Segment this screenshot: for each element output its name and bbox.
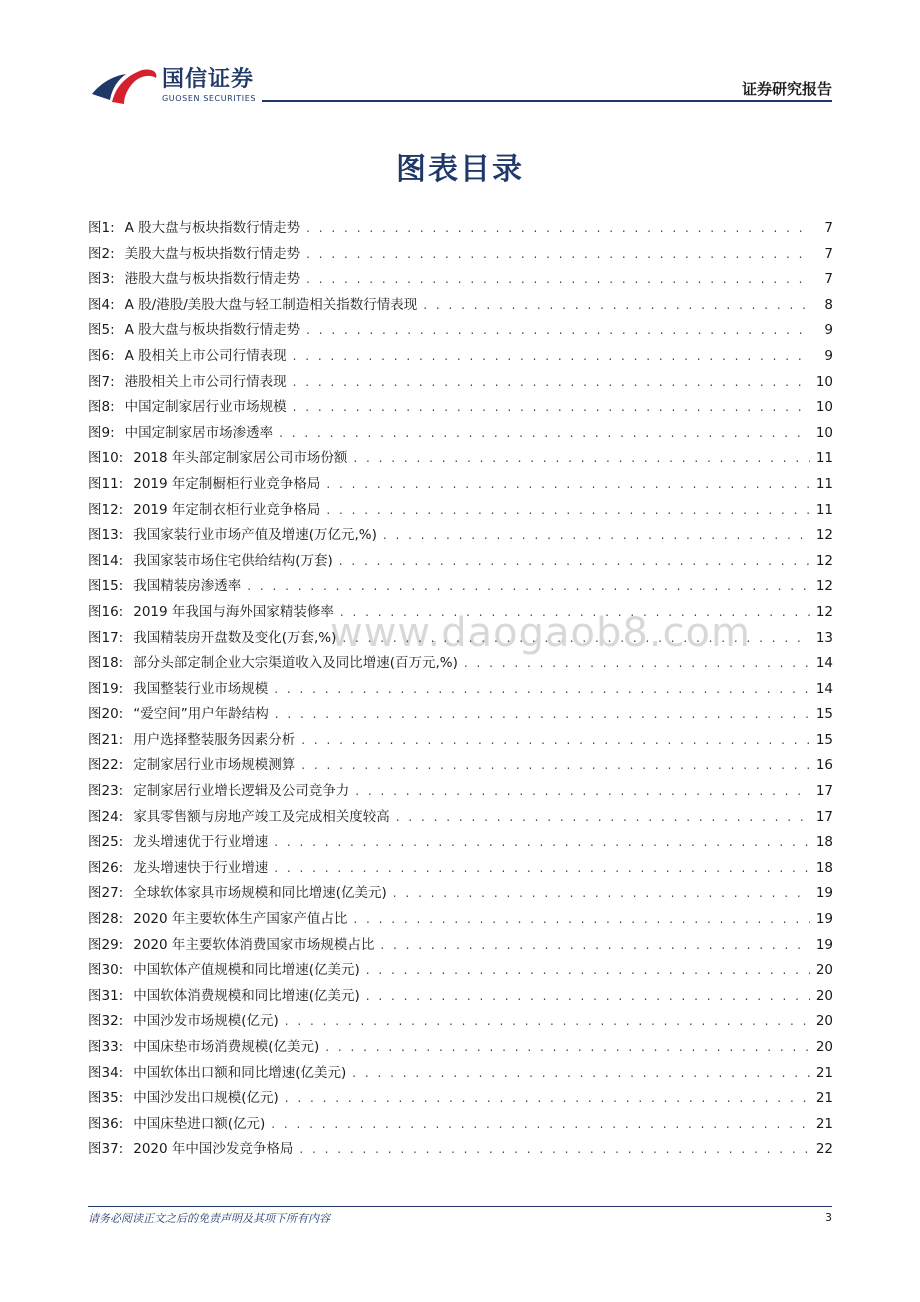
toc-entry[interactable] [88, 677, 833, 703]
toc-entry-label: 图37: [88, 1141, 124, 1158]
toc-entry-label: 图26: [88, 859, 124, 876]
toc-entry-title: 我国精装房渗透率 [133, 578, 242, 595]
toc-entry-title: “爱空间”用户年龄结构 [133, 706, 269, 723]
toc-entry[interactable] [88, 1009, 833, 1035]
toc-entry[interactable] [88, 498, 833, 524]
toc-entry-page: 7 [824, 245, 833, 262]
toc-entry-title: 定制家居行业增长逻辑及公司竞争力 [133, 783, 350, 800]
toc-entry-title: 2020 年主要软体消费国家市场规模占比 [133, 936, 375, 953]
toc-entry-page: 17 [815, 783, 833, 800]
toc-leader-dots [383, 528, 810, 542]
toc-leader-dots [274, 682, 810, 696]
toc-entry-page: 15 [815, 706, 833, 723]
toc-entry[interactable] [88, 984, 833, 1010]
toc-leader-dots [293, 375, 810, 389]
toc-leader-dots [380, 938, 809, 952]
toc-entry-page: 13 [815, 629, 833, 646]
toc-entry-page: 11 [815, 450, 833, 467]
toc-entry-label: 图36: [88, 1115, 124, 1132]
toc-leader-dots [353, 451, 809, 465]
toc-entry[interactable] [88, 318, 833, 344]
toc-entry-title: 中国床垫市场消费规模(亿美元) [133, 1039, 320, 1055]
toc-leader-dots [464, 656, 810, 670]
toc-leader-dots [293, 349, 811, 363]
toc-entry-title: A 股大盘与板块指数行情走势 [124, 220, 301, 236]
toc-entry-label: 图33: [88, 1039, 124, 1055]
toc-leader-dots [293, 400, 810, 414]
toc-entry-label: 图29: [88, 936, 124, 953]
toc-entry-title: 2020 年中国沙发竞争格局 [133, 1141, 294, 1158]
toc-entry-title: 2019 年我国与海外国家精装修率 [133, 603, 334, 620]
toc-entry-label: 图21: [88, 731, 124, 748]
toc-entry[interactable] [88, 881, 833, 907]
toc-entry-label: 图30: [88, 962, 124, 979]
toc-entry[interactable] [88, 753, 833, 779]
toc-entry-label: 图1: [88, 220, 115, 236]
toc-entry-label: 图34: [88, 1064, 124, 1081]
toc-entry-title: 家具零售额与房地产竣工及完成相关度较高 [133, 808, 390, 825]
toc-leader-dots [271, 1117, 810, 1131]
toc-leader-dots [326, 503, 809, 517]
toc-entry-title: A 股相关上市公司行情表现 [124, 347, 287, 364]
toc-entry[interactable] [88, 242, 833, 268]
toc-entry-page: 14 [815, 680, 833, 697]
guosen-logo-icon [90, 66, 160, 106]
toc-leader-dots [274, 861, 810, 875]
toc-entry-title: 中国沙发市场规模(亿元) [133, 1013, 279, 1030]
toc-entry-page: 9 [824, 322, 833, 339]
toc-entry[interactable] [88, 523, 833, 549]
toc-entry[interactable] [88, 907, 833, 933]
toc-entry-title: A 股/港股/美股大盘与轻工制造相关指数行情表现 [124, 296, 418, 313]
toc-leader-dots [306, 323, 811, 337]
toc-entry-page: 10 [815, 399, 833, 416]
toc-entry-title: 美股大盘与板块指数行情走势 [124, 245, 301, 262]
toc-entry-label: 图12: [88, 501, 124, 518]
watermark: www.daogaob8.com [330, 610, 751, 656]
toc-leader-dots [275, 707, 810, 721]
toc-entry-page: 12 [815, 603, 833, 620]
toc-entry-label: 图19: [88, 680, 124, 697]
toc-leader-dots [325, 1040, 810, 1054]
toc-entry[interactable] [88, 779, 833, 805]
toc-entry-label: 图8: [88, 399, 115, 416]
toc-entry-page: 17 [815, 808, 833, 825]
toc-entry-label: 图9: [88, 424, 115, 441]
toc-entry-page: 20 [815, 1013, 833, 1030]
toc-entry-label: 图7: [88, 373, 115, 390]
toc-entry-title: 龙头增速优于行业增速 [133, 834, 269, 851]
toc-entry-page: 10 [815, 424, 833, 441]
toc-entry-title: 部分头部定制企业大宗渠道收入及同比增速(百万元,%) [133, 655, 458, 672]
toc-entry-page: 10 [815, 373, 833, 390]
toc-entry-title: A 股大盘与板块指数行情走势 [124, 322, 301, 339]
toc-leader-dots [285, 1014, 810, 1028]
toc-entry-label: 图11: [88, 475, 124, 492]
toc-entry-page: 14 [815, 655, 833, 672]
toc-entry-title: 港股大盘与板块指数行情走势 [124, 271, 301, 288]
toc-leader-dots [306, 272, 811, 286]
toc-entry-label: 图27: [88, 885, 124, 902]
toc-entry-label: 图20: [88, 706, 124, 723]
toc-leader-dots [396, 810, 810, 824]
toc-entry-page: 7 [824, 220, 833, 236]
toc-entry-title: 用户选择整装服务因素分析 [133, 731, 296, 748]
toc-leader-dots [306, 221, 811, 235]
toc-leader-dots [366, 989, 810, 1003]
toc-entry-title: 2018 年头部定制家居公司市场份额 [133, 450, 348, 467]
page-number: 3 [825, 1211, 832, 1224]
toc-entry[interactable] [88, 472, 833, 498]
toc-entry[interactable] [88, 702, 833, 728]
toc-entry-page: 20 [815, 987, 833, 1004]
toc-leader-dots [366, 963, 810, 977]
toc-entry[interactable] [88, 856, 833, 882]
toc-entry-title: 我国家装市场住宅供给结构(万套) [133, 552, 333, 569]
toc-entry-page: 12 [815, 552, 833, 569]
toc-leader-dots [393, 886, 810, 900]
toc-entry-page: 18 [815, 834, 833, 851]
toc-entry-title: 2019 年定制橱柜行业竞争格局 [133, 475, 321, 492]
toc-entry-label: 图32: [88, 1013, 124, 1030]
toc-entry-page: 16 [815, 757, 833, 774]
toc-entry-page: 22 [815, 1141, 833, 1158]
toc-entry-page: 21 [815, 1090, 833, 1107]
toc-entry-title: 中国定制家居行业市场规模 [124, 399, 287, 416]
toc-entry-title: 中国沙发出口规模(亿元) [133, 1090, 279, 1107]
toc-leader-dots [353, 912, 809, 926]
toc-entry-title: 定制家居行业市场规模测算 [133, 757, 296, 774]
brand [162, 68, 256, 103]
disclaimer-note: 请务必阅读正文之后的免责声明及其项下所有内容 [88, 1212, 330, 1225]
toc-entry-title: 中国软体产值规模和同比增速(亿美元) [133, 962, 360, 979]
toc-entry-page: 11 [815, 475, 833, 492]
toc-leader-dots [306, 247, 811, 261]
toc-entry-label: 图24: [88, 808, 124, 825]
toc-entry-label: 图28: [88, 911, 124, 928]
toc-entry-title: 中国床垫进口额(亿元) [133, 1115, 266, 1132]
toc-entry[interactable] [88, 1061, 833, 1087]
toc-entry[interactable] [88, 626, 833, 652]
toc-entry-label: 图15: [88, 578, 124, 595]
toc-entry-title: 2019 年定制衣柜行业竞争格局 [133, 501, 321, 518]
toc-entry-title: 中国定制家居市场渗透率 [124, 424, 274, 441]
toc-entry-page: 7 [824, 271, 833, 288]
toc-entry[interactable] [88, 651, 833, 677]
toc-entry-title: 我国整装行业市场规模 [133, 680, 269, 697]
toc-leader-dots [326, 477, 809, 491]
page-header [0, 0, 920, 110]
toc-entry-page: 20 [815, 1039, 833, 1055]
toc-leader-dots [301, 758, 810, 772]
toc-leader-dots [352, 1066, 810, 1080]
toc-entry-page: 15 [815, 731, 833, 748]
toc-entry[interactable] [88, 216, 833, 242]
toc-entry-label: 图2: [88, 245, 115, 262]
report-type: 证券研究报告 [741, 80, 832, 98]
toc-entry[interactable] [88, 933, 833, 959]
toc-entry-label: 图10: [88, 450, 124, 467]
toc-entry-title: 中国软体消费规模和同比增速(亿美元) [133, 987, 360, 1004]
toc-leader-dots [340, 605, 810, 619]
toc-leader-dots [301, 733, 810, 747]
toc-entry[interactable] [88, 1086, 833, 1112]
toc-entry[interactable] [88, 1112, 833, 1138]
toc-entry-title: 港股相关上市公司行情表现 [124, 373, 287, 390]
toc-entry[interactable] [88, 421, 833, 447]
toc-entry[interactable] [88, 1035, 833, 1061]
toc-entry[interactable] [88, 728, 833, 754]
toc-leader-dots [274, 835, 810, 849]
toc-entry-label: 图5: [88, 322, 115, 339]
toc-entry-title: 2020 年主要软体生产国家产值占比 [133, 911, 348, 928]
toc-entry[interactable] [88, 395, 833, 421]
toc-entry[interactable] [88, 805, 833, 831]
toc-entry[interactable] [88, 293, 833, 319]
toc-entry-label: 图13: [88, 527, 124, 544]
toc-leader-dots [355, 784, 810, 798]
footer-divider [88, 1206, 832, 1207]
toc-entry-label: 图3: [88, 271, 115, 288]
toc-leader-dots [299, 1142, 809, 1156]
toc-entry[interactable] [88, 830, 833, 856]
header-divider [262, 100, 832, 102]
toc-entry[interactable] [88, 267, 833, 293]
toc-entry-label: 图18: [88, 655, 124, 672]
table-of-figures [88, 216, 833, 1163]
toc-entry-label: 图16: [88, 603, 124, 620]
toc-entry[interactable] [88, 344, 833, 370]
toc-entry-label: 图31: [88, 987, 124, 1004]
toc-entry-page: 9 [824, 347, 833, 364]
toc-entry-label: 图4: [88, 296, 115, 313]
toc-entry-label: 图22: [88, 757, 124, 774]
toc-entry[interactable] [88, 370, 833, 396]
toc-entry-page: 20 [815, 962, 833, 979]
toc-entry-page: 21 [815, 1064, 833, 1081]
toc-entry-page: 19 [815, 936, 833, 953]
toc-entry[interactable] [88, 446, 833, 472]
toc-entry-title: 龙头增速快于行业增速 [133, 859, 269, 876]
brand-name-cn: 国信证券 [162, 67, 255, 92]
toc-entry-label: 图23: [88, 783, 124, 800]
toc-entry-label: 图6: [88, 347, 115, 364]
toc-leader-dots [423, 298, 811, 312]
toc-entry[interactable] [88, 1137, 833, 1163]
toc-entry[interactable] [88, 600, 833, 626]
toc-leader-dots [279, 426, 810, 440]
toc-entry-label: 图17: [88, 629, 124, 646]
page-title: 图表目录 [396, 152, 524, 187]
toc-leader-dots [342, 631, 809, 645]
toc-entry-label: 图25: [88, 834, 124, 851]
toc-entry-page: 12 [815, 578, 833, 595]
toc-entry-page: 18 [815, 859, 833, 876]
toc-entry-page: 11 [815, 501, 833, 518]
toc-entry-title: 我国家装行业市场产值及增速(万亿元,%) [133, 527, 377, 544]
toc-entry[interactable] [88, 958, 833, 984]
toc-leader-dots [285, 1091, 810, 1105]
toc-entry-title: 中国软体出口额和同比增速(亿美元) [133, 1064, 347, 1081]
toc-entry-page: 19 [815, 885, 833, 902]
toc-entry-label: 图35: [88, 1090, 124, 1107]
toc-entry[interactable] [88, 549, 833, 575]
toc-entry-page: 12 [815, 527, 833, 544]
toc-entry[interactable] [88, 574, 833, 600]
toc-entry-page: 19 [815, 911, 833, 928]
toc-leader-dots [339, 554, 810, 568]
toc-leader-dots [247, 579, 810, 593]
toc-entry-label: 图14: [88, 552, 124, 569]
toc-entry-page: 8 [824, 296, 833, 313]
toc-entry-title: 全球软体家具市场规模和同比增速(亿美元) [133, 885, 387, 902]
toc-entry-page: 21 [815, 1115, 833, 1132]
toc-entry-title: 我国精装房开盘数及变化(万套,%) [133, 629, 337, 646]
brand-name-en: GUOSEN SECURITIES [162, 94, 257, 103]
